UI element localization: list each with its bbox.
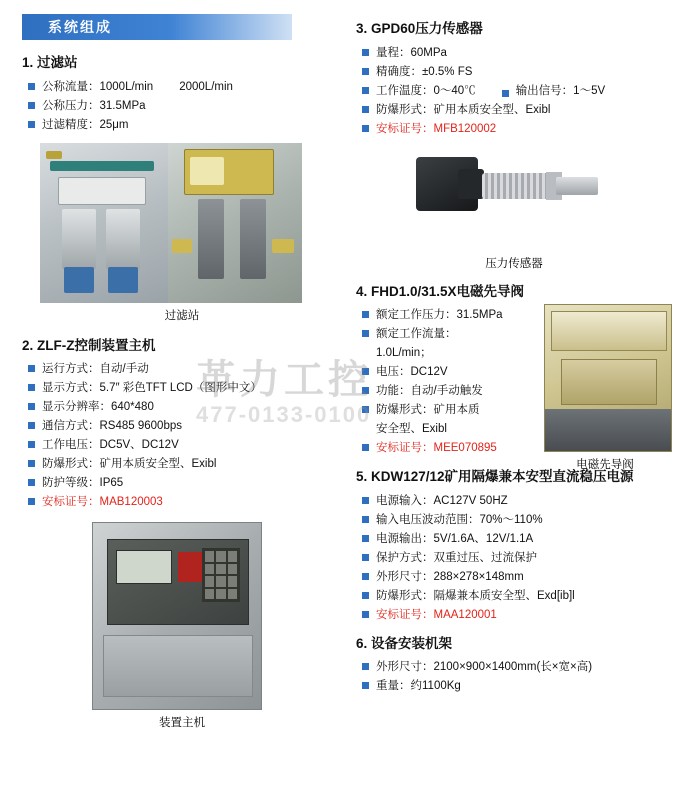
sensor-connector-body (458, 169, 484, 199)
square-bullet-icon (28, 365, 35, 372)
square-bullet-icon (28, 460, 35, 467)
list-item-continuation: 安全型、Exibl (376, 423, 447, 436)
list-item: 量程：60MPa (362, 44, 672, 63)
list-item: 公称流量：1000L/min 2000L/min (28, 78, 342, 97)
square-bullet-icon (362, 592, 369, 599)
spec-list-power-supply (362, 492, 672, 625)
filter-photo-right (168, 143, 302, 303)
host-machine-photo (92, 522, 262, 710)
square-bullet-icon (362, 516, 369, 523)
valve-base (545, 409, 672, 452)
list-item: 电压：DC12V (362, 363, 532, 382)
square-bullet-icon (362, 311, 369, 318)
list-item: 电源输入：AC127V 50HZ (362, 492, 672, 511)
host-keypad (202, 548, 240, 602)
list-item: 公称压力：31.5MPa (28, 97, 342, 116)
list-item: 过滤精度：25μm (28, 116, 342, 135)
square-bullet-icon (362, 444, 369, 451)
caption-solenoid-valve: 电磁先导阀 (576, 459, 634, 472)
spec-list-filter-station (28, 78, 342, 135)
caption-filter-station: 过滤站 (164, 309, 200, 322)
list-item: 显示分辨率：640*480 (28, 398, 342, 417)
host-logo (178, 552, 204, 582)
square-bullet-icon (28, 102, 35, 109)
list-item-certificate: 安标证号：MEE070895 (362, 439, 532, 458)
square-bullet-icon (28, 498, 35, 505)
square-bullet-icon (362, 663, 369, 670)
section-title-filter-station: 1. 过滤站 (22, 55, 78, 70)
list-item: 防爆形式：隔爆兼本质安全型、Exd[ib]l (362, 587, 672, 606)
list-item: 运行方式：自动/手动 (28, 360, 342, 379)
filter-station-photo (40, 143, 302, 303)
watermark-number: 477-0133-0100 (196, 402, 372, 427)
solenoid-valve-photo (544, 304, 672, 452)
square-bullet-icon (362, 106, 369, 113)
spec-list-equipment-rack (362, 658, 672, 696)
square-bullet-icon (362, 387, 369, 394)
host-lower-body (103, 635, 253, 697)
square-bullet-icon (362, 87, 369, 94)
list-item: 重量：约1100Kg (362, 677, 672, 696)
spec-list-host-controller (28, 360, 342, 512)
valve-top-block (551, 311, 667, 351)
square-bullet-icon (362, 49, 369, 56)
square-bullet-icon (362, 611, 369, 618)
list-item: 精确度：±0.5% FS (362, 63, 672, 82)
square-bullet-icon (28, 479, 35, 486)
square-bullet-icon (362, 682, 369, 689)
list-item: 防护等级：IP65 (28, 474, 342, 493)
list-item-certificate: 安标证号：MAA120001 (362, 606, 672, 625)
list-item: 输入电压波动范围：70%～110% (362, 511, 672, 530)
square-bullet-icon (28, 422, 35, 429)
list-item: 防爆形式：矿用本质 (362, 401, 532, 420)
square-bullet-icon (502, 90, 509, 97)
section-title-equipment-rack: 6. 设备安装机架 (356, 635, 453, 651)
list-item: 显示方式：5.7″ 彩色TFT LCD（图形中文） (28, 379, 342, 398)
square-bullet-icon (362, 497, 369, 504)
list-item: 保护方式：双重过压、过流保护 (362, 549, 672, 568)
list-item: 工作温度：0～40℃ 输出信号：1～5V (362, 82, 672, 101)
square-bullet-icon (362, 554, 369, 561)
caption-host-machine: 装置主机 (159, 717, 205, 730)
solenoid-valve-figure (538, 302, 672, 472)
square-bullet-icon (362, 125, 369, 132)
sensor-tip (556, 177, 598, 195)
list-item-continuation: 1.0L/min； (376, 347, 432, 360)
host-panel (107, 539, 249, 625)
list-item: 外形尺寸：288×278×148mm (362, 568, 672, 587)
spec-list-solenoid-valve (362, 306, 532, 458)
square-bullet-icon (362, 406, 369, 413)
list-item: 工作电压：DC5V、DC12V (28, 436, 342, 455)
banner-title: 系统组成 (48, 19, 112, 35)
list-item: 防爆形式：矿用本质安全型、Exibl (362, 101, 672, 120)
square-bullet-icon (28, 384, 35, 391)
right-column (356, 8, 672, 696)
list-item: 防爆形式：矿用本质安全型、Exibl (28, 455, 342, 474)
square-bullet-icon (28, 83, 35, 90)
square-bullet-icon (28, 403, 35, 410)
square-bullet-icon (362, 330, 369, 337)
pressure-sensor-photo (406, 147, 606, 251)
list-item: 功能：自动/手动触发 (362, 382, 532, 401)
title-banner (22, 14, 292, 40)
spec-list-pressure-sensor (362, 44, 672, 139)
list-item-certificate: 安标证号：MAB120003 (28, 493, 342, 512)
square-bullet-icon (362, 573, 369, 580)
square-bullet-icon (362, 535, 369, 542)
list-item-certificate: 安标证号：MFB120002 (362, 120, 672, 139)
list-item: 额定工作压力：31.5MPa (362, 306, 532, 325)
valve-mid-block (561, 359, 657, 405)
section-title-power-supply: 5. KDW127/12矿用隔爆兼本安型直流稳压电源 (356, 469, 634, 485)
watermark-text: 革力工控 (196, 358, 372, 402)
square-bullet-icon (362, 368, 369, 375)
pressure-sensor-figure (356, 147, 672, 271)
filter-photo-left (40, 143, 168, 303)
host-machine-figure (22, 522, 342, 730)
square-bullet-icon (28, 441, 35, 448)
filter-station-figure (22, 143, 342, 323)
square-bullet-icon (362, 68, 369, 75)
list-item: 电源输出：5V/1.6A、12V/1.1A (362, 530, 672, 549)
list-item: 外形尺寸：2100×900×1400mm(长×宽×高) (362, 658, 672, 677)
list-item: 额定工作流量： (362, 325, 532, 344)
host-screen (116, 550, 172, 584)
list-item: 通信方式：RS485 9600bps (28, 417, 342, 436)
section-title-pressure-sensor: 3. GPD60压力传感器 (356, 21, 483, 36)
left-column (22, 14, 342, 730)
section-title-solenoid-valve: 4. FHD1.0/31.5X电磁先导阀 (356, 283, 525, 299)
caption-pressure-sensor: 压力传感器 (485, 257, 543, 270)
square-bullet-icon (28, 121, 35, 128)
section-title-host-controller: 2. ZLF-Z控制装置主机 (22, 337, 156, 353)
